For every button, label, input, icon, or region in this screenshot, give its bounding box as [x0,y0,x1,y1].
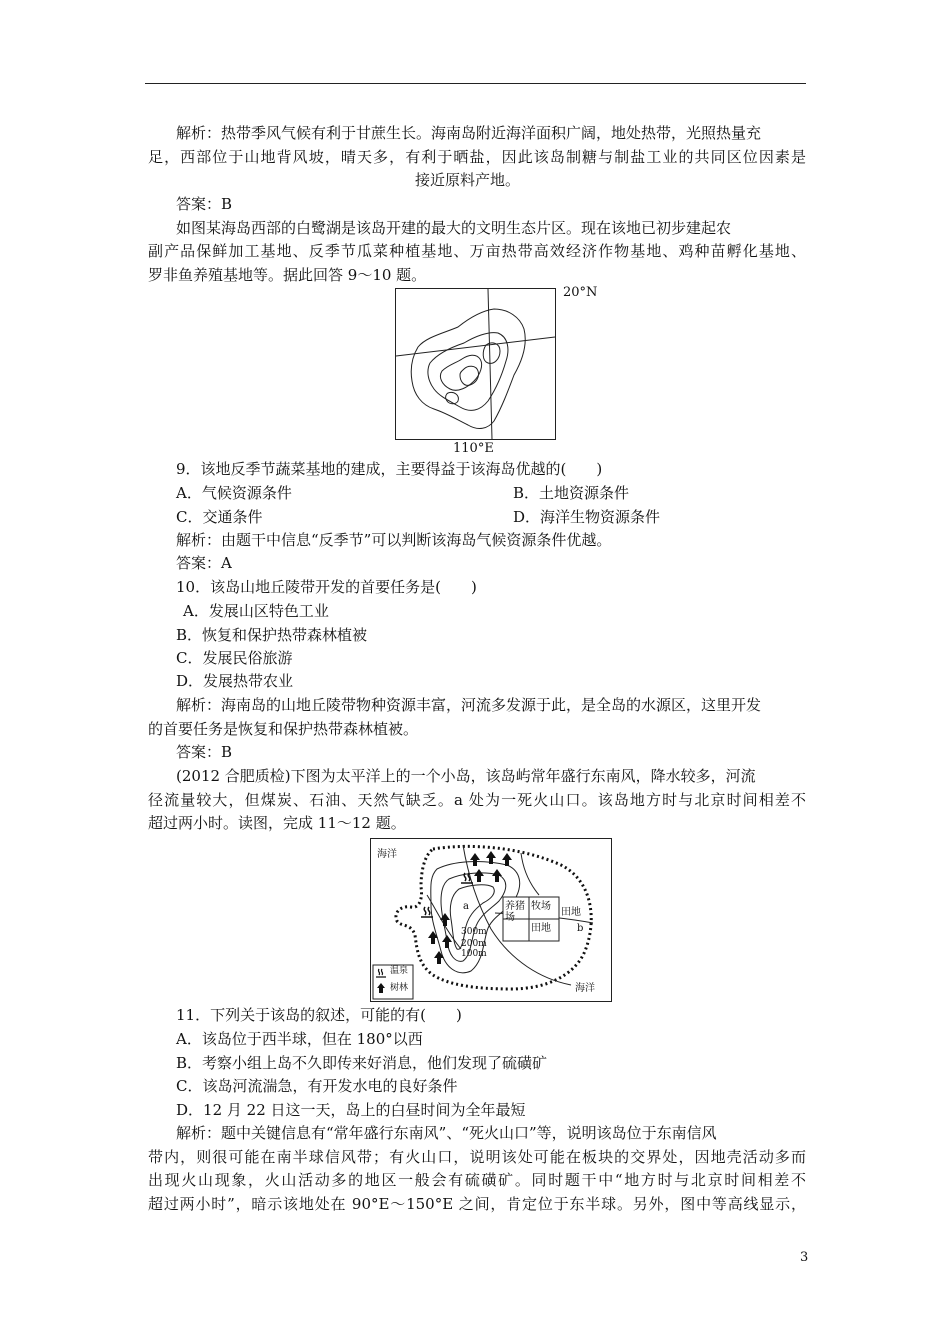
explanation-prev-line1: 解析：热带季风气候有利于甘蔗生长。海南岛附近海洋面积广阔，地处热带，光照热量充 [176,124,762,142]
intro-9-10-line3: 罗非鱼养殖基地等。据此回答 9～10 题。 [148,266,427,284]
legend-hot-spring: 温泉 [390,966,409,976]
q10-option-d: D．发展热带农业 [176,672,294,690]
explanation-11-line3: 出现火山现象，火山活动多的地区一般会有硫磺矿。同时题干中“地方时与北京时间相差不 [148,1171,806,1189]
explanation-prev-line3: 接近原料产地。 [415,171,521,189]
q10-option-c: C．发展民俗旅游 [176,649,293,667]
q9-option-a: A．气候资源条件 [176,484,292,502]
explanation-9: 解析：由题干中信息“反季节”可以判断该海岛气候资源条件优越。 [176,531,612,549]
explanation-11-line1: 解析：题中关键信息有“常年盛行东南风”、“死火山口”等，说明该岛位于东南信风 [176,1124,717,1142]
field-label-2: 田地 [561,907,581,918]
pacific-island-map-figure [370,838,612,1002]
latitude-label: 20°N [563,285,598,300]
point-label-b: b [577,923,584,934]
q9-option-b: B．土地资源条件 [513,484,630,502]
q9-option-c: C．交通条件 [176,508,263,526]
pacific-island-map [371,839,611,1001]
field-label-1: 田地 [531,923,551,934]
q9-option-d: D．海洋生物资源条件 [513,508,661,526]
ocean-label-top: 海洋 [377,849,397,860]
intro-11-12-line2: 径流量较大，但煤炭、石油、天然气缺乏。a 处为一死火山口。该岛地方时与北京时间相差不 [148,791,806,809]
q11-option-a: A．该岛位于西半球，但在 180°以西 [176,1030,423,1048]
longitude-label: 110°E [453,441,494,456]
q11-option-d: D．12 月 22 日这一天，岛上的白昼时间为全年最短 [176,1101,526,1119]
legend-forest: 树林 [390,983,409,993]
pig-farm-label: 养猪场 [505,901,525,923]
intro-9-10-line1: 如图某海岛西部的白鹭湖是该岛开建的最大的文明生态片区。现在该地已初步建起农 [176,219,732,237]
contour-label-200: 200m [461,939,487,949]
explanation-10-line1: 解析：海南岛的山地丘陵带物种资源丰富，河流多发源于此，是全岛的水源区，这里开发 [176,696,762,714]
q10-option-a: A．发展山区特色工业 [183,602,329,620]
explanation-11-line2: 带内，则很可能在南半球信风带；有火山口，说明该处可能在板块的交界处，因地壳活动多而 [148,1148,806,1166]
explanation-11-line4: 超过两小时”，暗示该地处在 90°E～150°E 之间，肯定位于东半球。另外，图中等高线显示， [148,1195,806,1213]
ocean-label-bottom: 海洋 [575,983,595,994]
island-map-figure [395,288,556,440]
q11-option-b: B．考察小组上岛不久即传来好消息，他们发现了硫磺矿 [176,1054,548,1072]
intro-11-12-line3: 超过两小时。读图，完成 11～12 题。 [148,814,406,832]
question-11: 11．下列关于该岛的叙述，可能的有( ) [176,1006,462,1024]
intro-11-12-line1: (2012 合肥质检)下图为太平洋上的一个小岛，该岛屿常年盛行东南风，降水较多，河流 [176,767,756,785]
q11-option-c: C．该岛河流湍急，有开发水电的良好条件 [176,1077,458,1095]
contour-label-300: 300m [461,927,487,937]
explanation-prev-line2: 足，西部位于山地背风坡，晴天多，有利于晒盐，因此该岛制糖与制盐工业的共同区位因素是 [148,148,806,166]
question-10: 10．该岛山地丘陵带开发的首要任务是( ) [176,578,477,596]
question-9: 9．该地反季节蔬菜基地的建成，主要得益于该海岛优越的( ) [176,460,603,478]
contour-label-100: 100m [461,949,487,959]
crater-label-a: a [463,901,469,912]
answer-9: 答案：A [176,554,232,572]
intro-9-10-line2: 副产品保鲜加工基地、反季节瓜菜种植基地、万亩热带高效经济作物基地、鸡种苗孵化基地、 [148,242,806,260]
page-number: 3 [800,1250,809,1265]
island-map [396,289,555,439]
ranch-label: 牧场 [531,901,551,912]
explanation-10-line2: 的首要任务是恢复和保护热带森林植被。 [148,720,419,738]
header-rule [145,83,806,84]
answer-10: 答案：B [176,743,233,761]
q10-option-b: B．恢复和保护热带森林植被 [176,626,368,644]
answer-prev: 答案：B [176,195,233,213]
